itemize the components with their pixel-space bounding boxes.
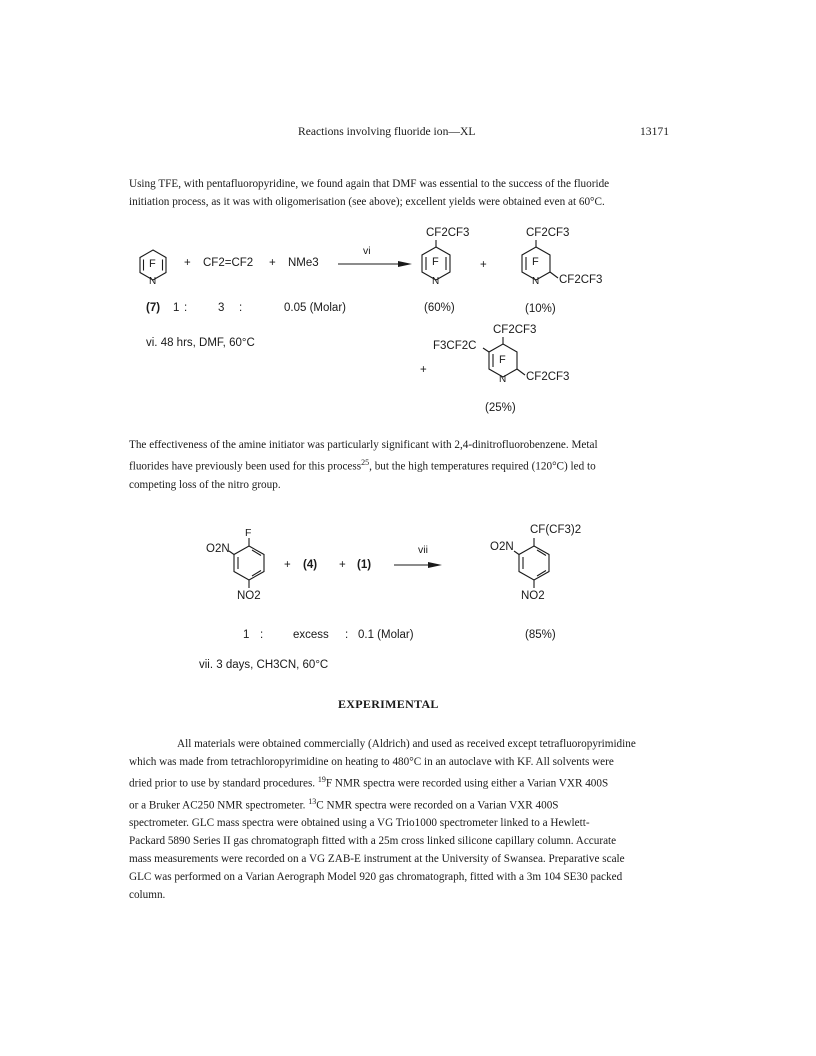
text-line: spectrometer. GLC mass spectra were obtained using a VG Trio1000 spectrometer linked to a Hewlett-	[129, 817, 590, 830]
plus-sign: +	[420, 364, 427, 376]
isotope-superscript: 19	[317, 775, 326, 784]
reagent-trimethylamine: NMe3	[288, 257, 319, 269]
text-line	[129, 771, 657, 793]
ring-n-label: N	[499, 374, 507, 385]
ratio-colon: :	[260, 629, 264, 641]
paragraph-experimental	[129, 735, 657, 904]
conditions-note: vi. 48 hrs, DMF, 60°C	[146, 337, 255, 349]
ring-f-label: F	[499, 354, 506, 366]
text-run: fluorides have previously been used for this process	[129, 460, 362, 473]
substituent-label: CF2CF3	[526, 371, 570, 383]
ratio-value: 1	[173, 302, 180, 314]
text-line: The effectiveness of the amine initiator was particularly significant with 2,4-dinitrofluorobenzene. Metal	[129, 439, 598, 451]
ring-n-label: N	[532, 276, 540, 287]
ratio-colon: :	[184, 302, 188, 314]
plus-sign: +	[269, 257, 276, 269]
substituent-label: CF2CF3	[493, 324, 537, 336]
nitro-label: NO2	[521, 590, 545, 602]
compound-number: (7)	[146, 302, 161, 314]
ratio-colon: :	[345, 629, 349, 641]
yield-label: (85%)	[525, 629, 556, 641]
paragraph-amine-initiator	[129, 436, 657, 494]
isotope-superscript: 13	[308, 796, 317, 806]
reagent-compound-4: (4)	[303, 559, 318, 571]
condition-label-vi: vi	[363, 245, 371, 257]
text-line: GLC was performed on a Varian Aerograph Model 920 gas chromatograph, fitted with a 3m 104 SE30 packed	[129, 871, 623, 884]
text-line: competing loss of the nitro group.	[129, 478, 281, 491]
fluoro-label: F	[245, 527, 252, 539]
text-line: All materials were obtained commercially (Aldrich) and used as received except tetrafluoropyrimidine	[177, 738, 636, 750]
ratio-value: 3	[218, 302, 225, 314]
plus-sign: +	[184, 257, 191, 269]
section-heading: EXPERIMENTAL	[338, 697, 439, 711]
reagent-compound-1: (1)	[357, 559, 372, 571]
substituent-label: CF2CF3	[526, 227, 570, 239]
yield-label: (10%)	[525, 303, 556, 315]
ring-f-label: F	[532, 256, 539, 268]
page-number: 13171	[640, 125, 669, 138]
plus-sign: +	[339, 559, 346, 571]
ratio-value: 1	[243, 629, 250, 641]
substituent-label: F3CF2C	[433, 340, 477, 352]
ring-n-label: N	[432, 276, 440, 287]
substituent-label: CF(CF3)2	[530, 524, 582, 536]
text-line: column.	[129, 889, 166, 902]
text-line: Packard 5890 Series II gas chromatograph fitted with a 25m cross linked silicone capillary column. Accurate	[129, 835, 617, 848]
yield-label: (25%)	[485, 402, 516, 414]
reagent-tetrafluoroethylene: CF2=CF2	[203, 257, 254, 269]
yield-label: (60%)	[424, 302, 455, 314]
text-run: C NMR spectra were recorded on a Varian VXR 400S	[316, 799, 559, 812]
text-run: dried prior to use by standard procedures.	[129, 777, 316, 790]
text-line: Using TFE, with pentafluoropyridine, we found again that DMF was essential to the success of the fluoride	[129, 178, 610, 190]
nitro-label: O2N	[206, 543, 230, 555]
reference-superscript: 25	[361, 458, 370, 467]
ring-f-label: F	[149, 258, 156, 270]
nitro-label: O2N	[490, 541, 514, 553]
plus-sign: +	[284, 559, 291, 571]
ring-product-2-4-disubstituted	[522, 240, 558, 280]
conditions-note: vii. 3 days, CH3CN, 60°C	[199, 659, 329, 671]
running-title: Reactions involving fluoride ion—XL	[298, 125, 476, 138]
ring-n-label: N	[149, 276, 157, 287]
nitro-label: NO2	[237, 590, 261, 602]
reaction-arrow-vi	[338, 261, 412, 267]
text-run: F NMR spectra were recorded using either a Varian VXR 400S	[325, 777, 609, 790]
ring-f-label: F	[432, 256, 439, 268]
ratio-value: 0.1 (Molar)	[358, 629, 414, 641]
text-line: mass measurements were recorded on a VG ZAB-E instrument at the University of Swansea. Preparative scale	[129, 853, 625, 866]
ratio-value: 0.05 (Molar)	[284, 302, 346, 314]
substituent-label: CF2CF3	[559, 274, 603, 286]
text-run: , but the high temperatures required (120°C) led to	[369, 460, 596, 473]
ring-product-dinitro	[514, 538, 549, 588]
condition-label-vii: vii	[418, 544, 428, 556]
text-line: which was made from tetrachloropyrimidine on heating to 480°C in an autoclave with KF. All solvents were	[129, 756, 614, 768]
ring-dinitrofluorobenzene	[229, 538, 264, 588]
substituent-label: CF2CF3	[426, 227, 470, 239]
plus-sign: +	[480, 259, 487, 271]
ratio-colon: :	[239, 302, 243, 314]
text-run: or a Bruker AC250 NMR spectrometer.	[129, 799, 306, 812]
text-line	[129, 793, 657, 815]
ratio-value: excess	[293, 629, 329, 641]
reaction-arrow-vii	[394, 562, 442, 568]
text-line: initiation process, as it was with oligomerisation (see above); excellent yields were obtained even at 60°C.	[129, 196, 605, 208]
text-line	[129, 454, 657, 476]
